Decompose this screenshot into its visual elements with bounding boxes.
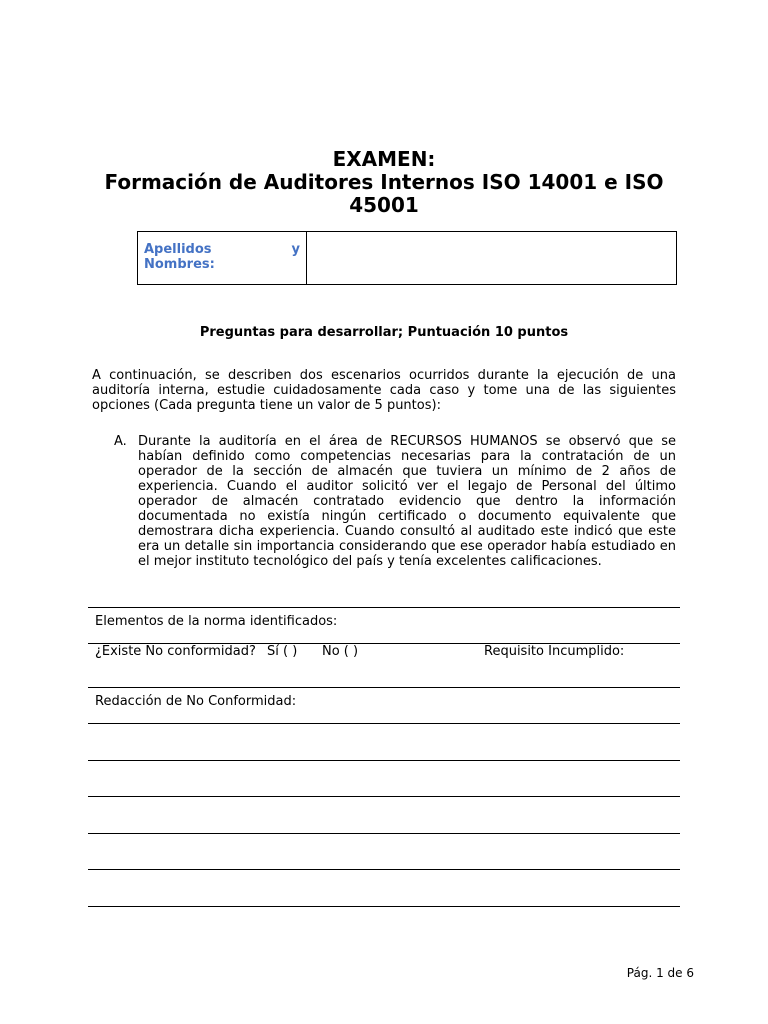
scenario-text: Durante la auditoría en el área de RECURSOS HUMANOS se observó que se habían definido como competencias necesarias para la contratación de un operador de la sección de almacén que tuviera un mínimo de 2 años de experiencia. Cuando el auditor solicitó ver el legajo de Personal del último operador de almacén contratado evidencio que dentro la información documentada no existía ningún certificado o documento equivalente que demostrara dicha experiencia. Cuando consultó al auditado este indicó que este era un detalle sin importancia considerando que ese operador había estudiado en el mejor instituto tecnológico del país y tenía excelentes calificaciones. (138, 434, 676, 569)
scenario-a (114, 434, 676, 569)
exam-title (88, 148, 680, 217)
writeup-label: Redacción de No Conformidad: (95, 694, 297, 709)
requirement-label: Requisito Incumplido: (484, 644, 625, 659)
exam-title-line3: 45001 (349, 193, 419, 217)
nonconformity-question: ¿Existe No conformidad? (95, 644, 256, 659)
student-name-field[interactable] (307, 232, 676, 284)
scenario-letter: A. (114, 434, 127, 449)
name-label-names: Nombres: (144, 257, 215, 272)
instructions-paragraph: A continuación, se describen dos escenarios ocurridos durante la ejecución de una auditoría interna, estudie cuidadosamente cada caso y tome una de las siguientes opciones (Cada pregunta tiene un valor de 5 puntos): (92, 368, 676, 413)
answer-line (88, 869, 680, 870)
name-label-surnames: Apellidos (144, 242, 212, 257)
no-option[interactable]: No ( ) (322, 644, 359, 659)
exam-title-line1: EXAMEN: (332, 147, 436, 171)
answer-line (88, 760, 680, 761)
yes-option[interactable]: Sí ( ) (267, 644, 298, 659)
student-name-table (137, 231, 677, 285)
answer-line (88, 723, 680, 724)
answer-line (88, 796, 680, 797)
name-label-and: y (291, 242, 300, 257)
name-label-cell (138, 232, 307, 284)
answer-line (88, 833, 680, 834)
answer-line (88, 906, 680, 907)
section-subtitle: Preguntas para desarrollar; Puntuación 10 puntos (199, 325, 569, 340)
page-number: Pág. 1 de 6 (626, 966, 694, 980)
answer-line (88, 607, 680, 608)
exam-title-line2: Formación de Auditores Internos ISO 14001 e ISO (104, 170, 664, 194)
elements-label: Elementos de la norma identificados: (95, 614, 338, 629)
answer-line (88, 687, 680, 688)
